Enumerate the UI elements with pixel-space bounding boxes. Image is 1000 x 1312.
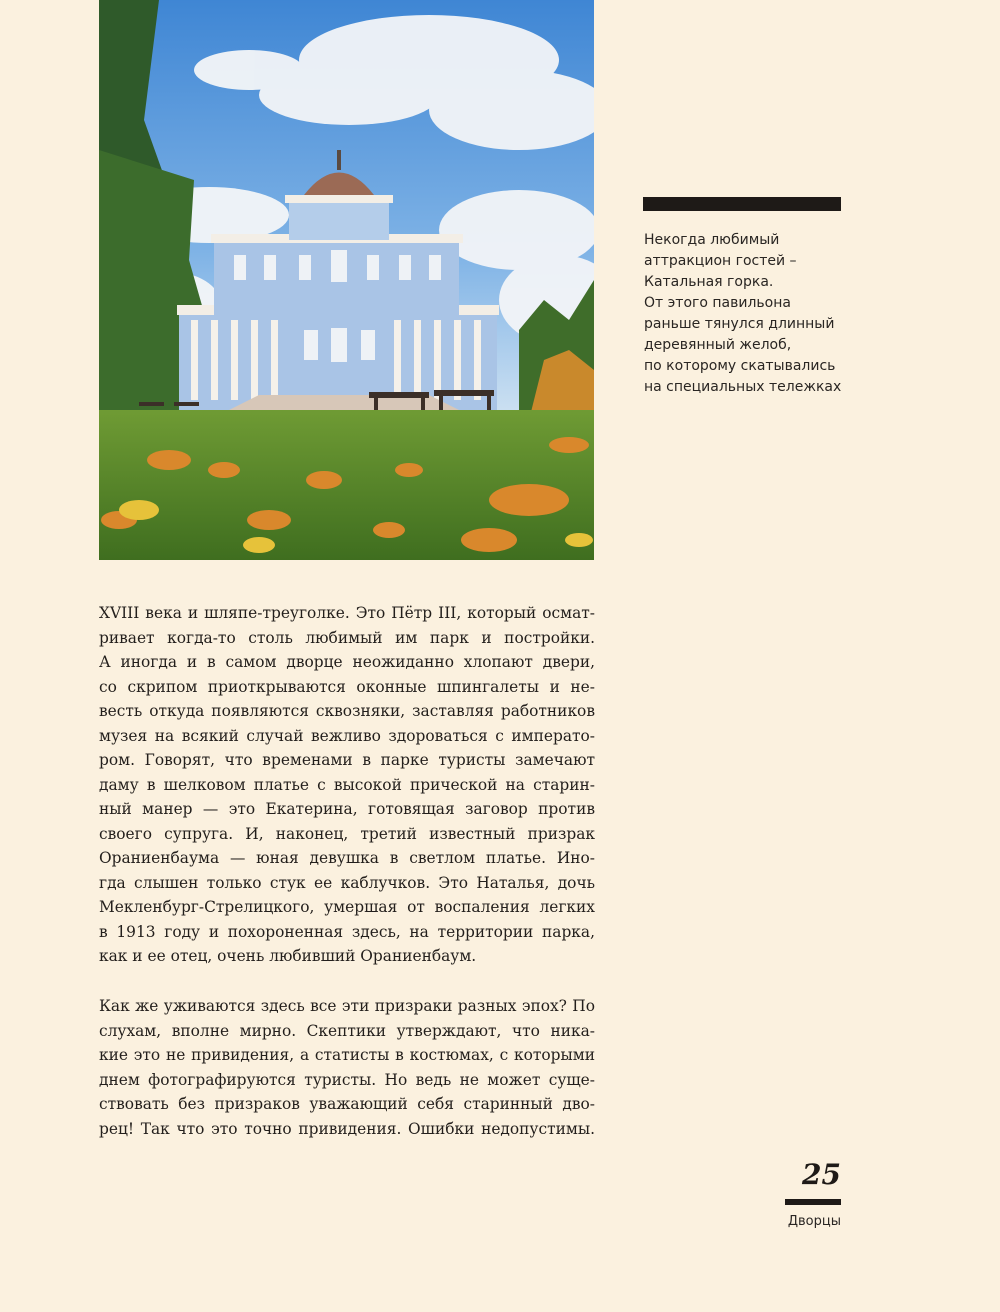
- text-line: ствовать без призраков уважающий себя старинный дво-: [99, 1095, 595, 1113]
- palace-photo: [99, 0, 594, 560]
- body-paragraph-1: [99, 601, 595, 969]
- caption-line: раньше тянулся длинный: [644, 316, 835, 332]
- caption-accent-bar: [643, 197, 841, 211]
- text-line: Мекленбург-Стрелицкого, умершая от воспаления легких: [99, 898, 595, 916]
- text-line: рец! Так что это точно привидения. Ошибки недопустимы.: [99, 1119, 595, 1138]
- caption-line: Некогда любимый: [644, 232, 780, 248]
- text-line: как и ее отец, очень любивший Ораниенбаум.: [99, 947, 477, 965]
- body-paragraph-2: [99, 994, 595, 1141]
- page-number: 25: [802, 1158, 841, 1191]
- text-line: днем фотографируются туристы. Но ведь не может суще-: [99, 1070, 595, 1089]
- text-line: со скрипом приоткрываются оконные шпингалеты и не-: [99, 677, 595, 696]
- text-line: ный манер — это Екатерина, готовящая заговор против: [99, 800, 595, 818]
- text-line: слухам, вполне мирно. Скептики утверждают, что ника-: [99, 1021, 595, 1040]
- caption-line: Катальная горка.: [644, 274, 774, 290]
- caption-line: на специальных тележках: [644, 379, 842, 395]
- caption-line: по которому скатывались: [644, 358, 836, 374]
- caption-line: аттракцион гостей –: [644, 253, 797, 269]
- text-line: даму в шелковом платье с высокой прической на старин-: [99, 775, 595, 794]
- caption-line: деревянный желоб,: [644, 337, 792, 353]
- text-line: ривает когда-то столь любимый им парк и постройки.: [99, 628, 595, 647]
- text-line: А иногда и в самом дворце неожиданно хлопают двери,: [99, 653, 595, 671]
- text-line: гда слышен только стук ее каблучков. Это Наталья, дочь: [99, 873, 595, 892]
- text-line: весть откуда появляются сквозняки, заставляя работников: [99, 702, 595, 720]
- text-line: ром. Говорят, что временами в парке туристы замечают: [99, 751, 595, 769]
- text-line: кие это не привидения, а статисты в костюмах, с которыми: [99, 1046, 595, 1064]
- photo-caption: [644, 230, 854, 398]
- page-number-bar: [785, 1199, 841, 1205]
- text-line: Ораниенбаума — юная девушка в светлом платье. Ино-: [99, 849, 595, 867]
- text-line: XVIII века и шляпе-треуголке. Это Пётр III, который осмат-: [99, 604, 595, 622]
- text-line: в 1913 году и похороненная здесь, на территории парка,: [99, 922, 595, 941]
- text-line: своего супруга. И, наконец, третий известный призрак: [99, 824, 595, 843]
- text-line: Как же уживаются здесь все эти призраки разных эпох? По: [99, 997, 595, 1015]
- caption-line: От этого павильона: [644, 295, 791, 311]
- text-line: музея на всякий случай вежливо здороваться с императо-: [99, 726, 595, 745]
- section-title: Дворцы: [787, 1214, 841, 1229]
